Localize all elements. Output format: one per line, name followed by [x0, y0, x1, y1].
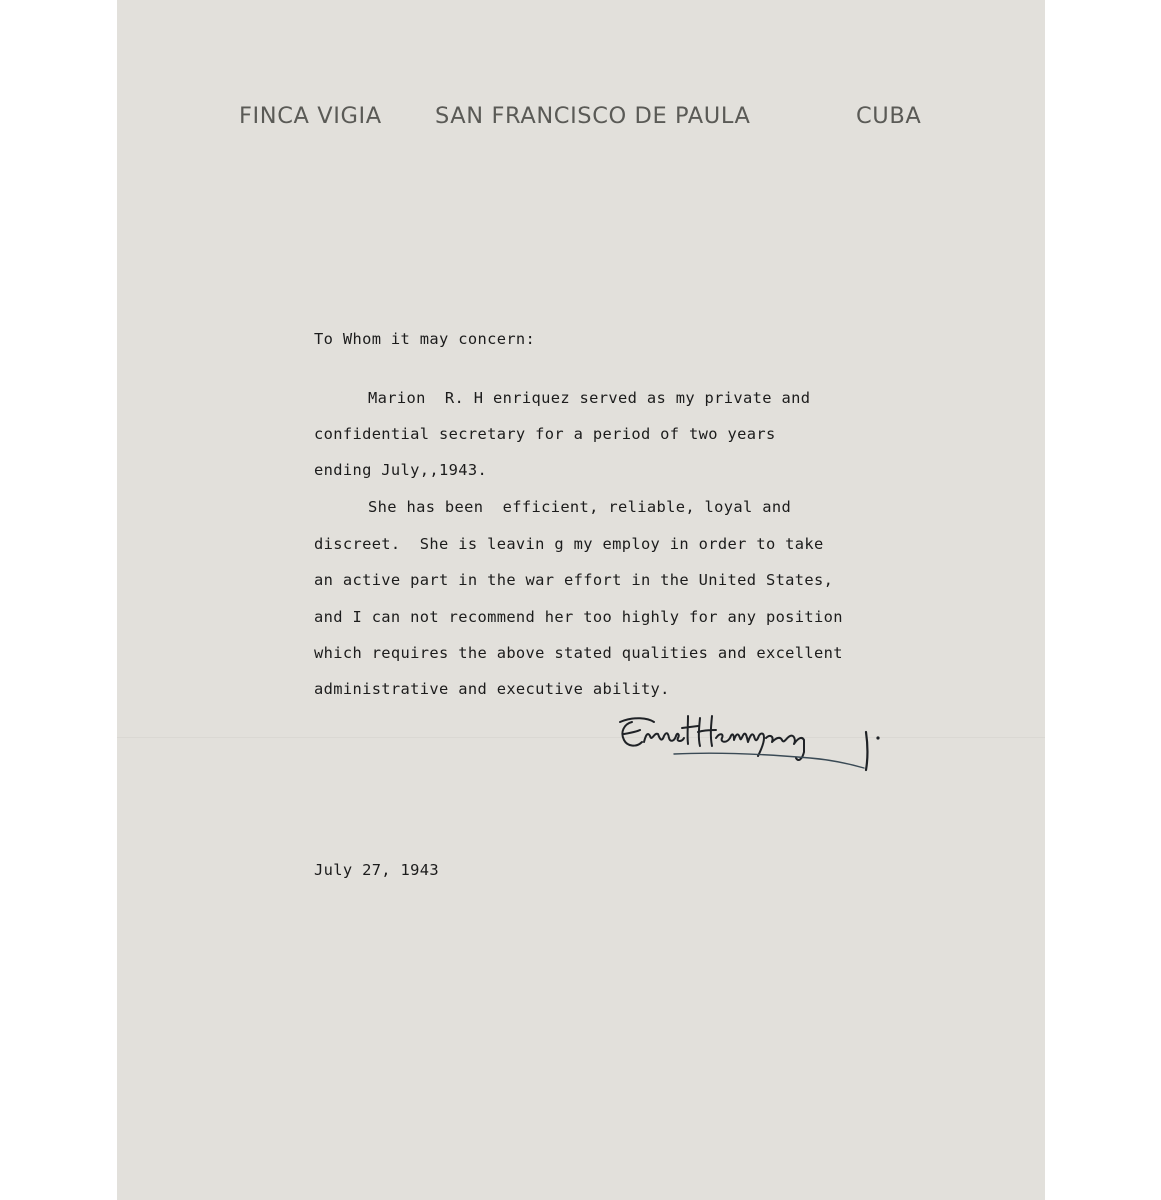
letter-body: [117, 0, 1045, 879]
salutation: To Whom it may concern:: [314, 330, 536, 348]
paragraph-1-line-1: Marion R. H enriquez served as my private and: [368, 389, 811, 407]
paragraph-1-line-2: confidential secretary for a period of two years: [314, 425, 776, 443]
letterhead-place: FINCA VIGIA: [239, 103, 382, 129]
letter-page: [117, 0, 1045, 1200]
letterhead: [239, 103, 939, 129]
handwritten-signature: [614, 708, 894, 778]
letterhead-town: SAN FRANCISCO DE PAULA: [435, 103, 751, 129]
paragraph-1-line-3: ending July,,1943.: [314, 461, 488, 479]
paragraph-2-line-3: an active part in the war effort in the United States,: [314, 571, 834, 589]
letter-date: July 27, 1943: [314, 861, 440, 879]
letterhead-country: CUBA: [856, 103, 922, 129]
paragraph-2-line-4: and I can not recommend her too highly for any position: [314, 608, 843, 626]
paragraph-2-line-1: She has been efficient, reliable, loyal and: [368, 498, 792, 516]
paragraph-2-line-5: which requires the above stated qualities and excellent: [314, 644, 843, 662]
fold-line: [117, 737, 1045, 738]
paragraph-2-line-2: discreet. She is leavin g my employ in order to take: [314, 535, 824, 553]
paragraph-2-line-6: administrative and executive ability.: [314, 680, 670, 698]
